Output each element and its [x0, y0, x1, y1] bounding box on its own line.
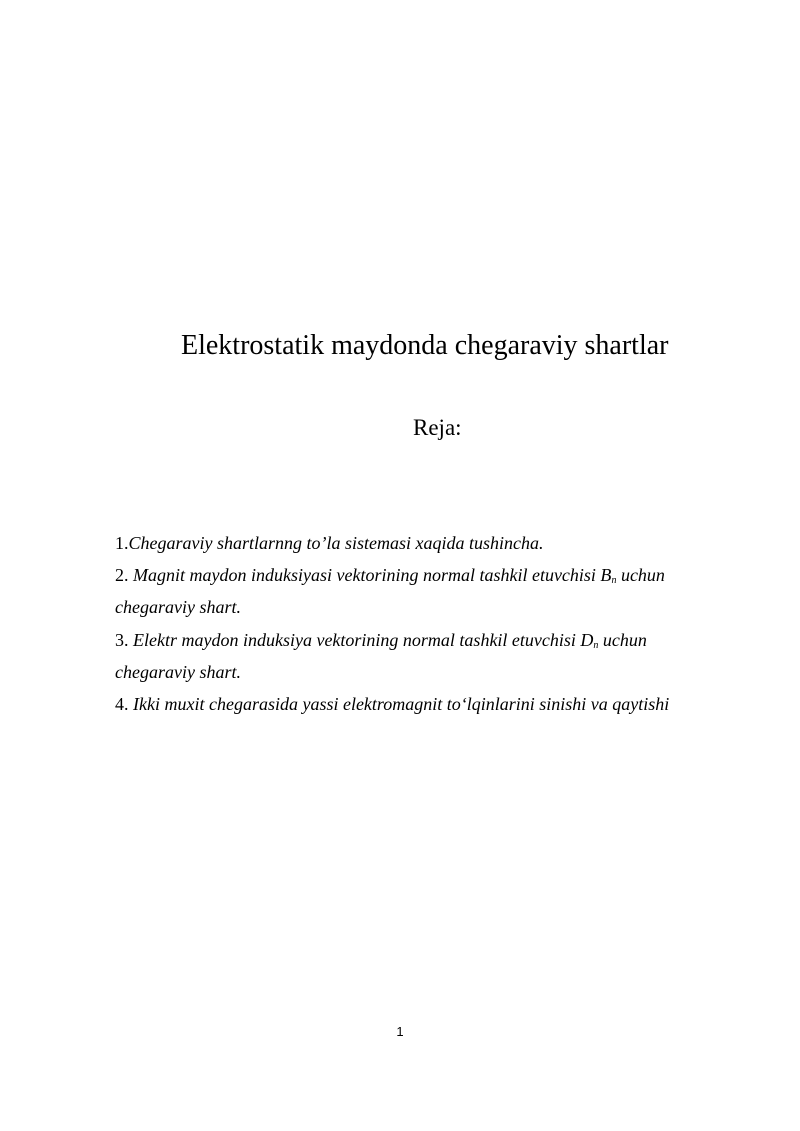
- page-number: 1: [396, 1024, 404, 1039]
- plan-item-text: Magnit maydon induksiyasi vektorining normal tashkil etuvchisi B: [133, 565, 612, 586]
- plan-item-text: Chegaraviy shartlarnng to’la sistemasi xaqida tushincha.: [128, 533, 544, 553]
- plan-list: [115, 527, 715, 720]
- plan-item-number: 3.: [115, 629, 133, 650]
- plan-item-4: [115, 688, 715, 720]
- plan-item-text-continued: uchun chegaraviy shart.: [115, 629, 647, 682]
- plan-item-1: [115, 527, 715, 559]
- plan-item-text-continued: uchun chegaraviy shart.: [115, 565, 665, 618]
- plan-item-3: [115, 624, 715, 688]
- plan-item-number: 1.: [115, 533, 129, 553]
- plan-item-text: Ikki muxit chegarasida yassi elektromagnit to‘lqinlarini sinishi va qaytishi: [133, 694, 670, 715]
- plan-item-text: Elektr maydon induksiya vektorining normal tashkil etuvchisi D: [133, 629, 594, 650]
- document-title: Elektrostatik maydonda chegaraviy shartlar: [181, 330, 669, 361]
- plan-item-2: [115, 559, 715, 623]
- plan-item-number: 4.: [115, 694, 133, 715]
- plan-item-subscript: n: [593, 639, 599, 651]
- plan-item-subscript: n: [611, 575, 617, 587]
- plan-item-number: 2.: [115, 565, 133, 586]
- plan-heading: Reja:: [413, 415, 462, 440]
